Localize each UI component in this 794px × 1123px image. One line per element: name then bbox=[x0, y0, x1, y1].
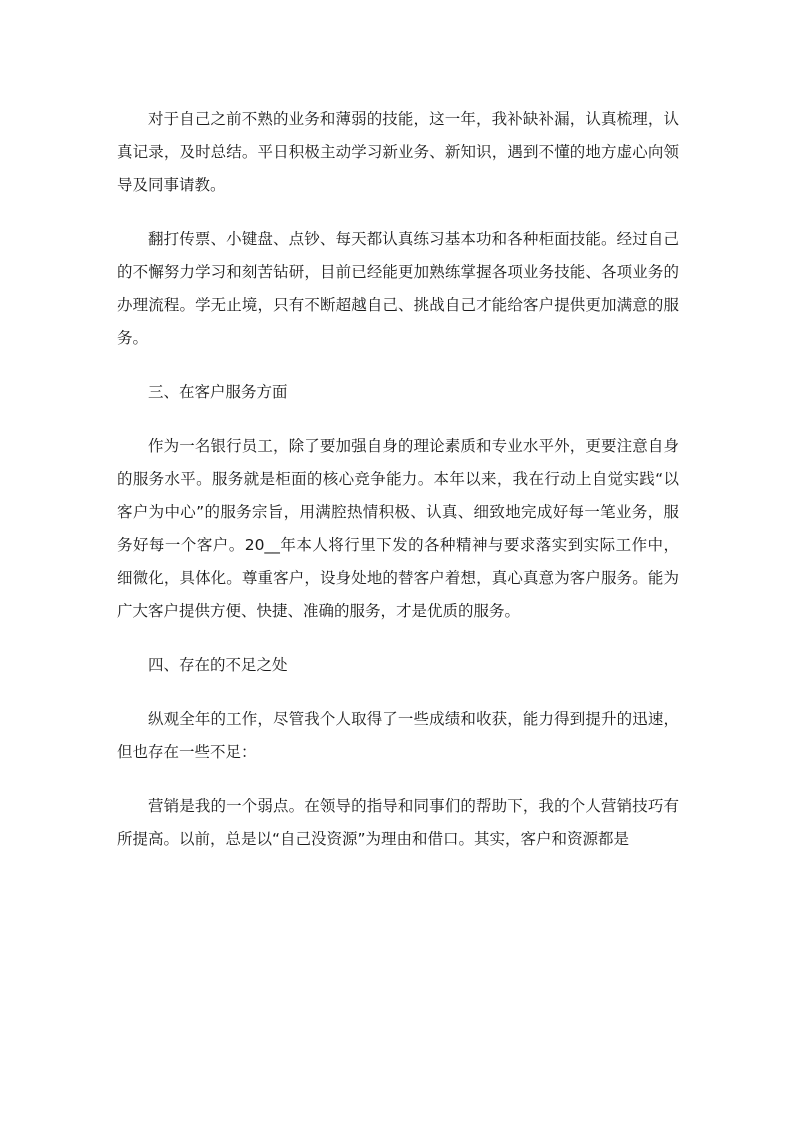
paragraph-basic-practice: 翻打传票、小键盘、点钞、每天都认真练习基本功和各种柜面技能。经过自己的不懈努力学习和刻苦钻研，目前已经能更加熟练掌握各项业务技能、各项业务的办理流程。学无止境，只有不断超越自己、挑战自己才能给客户提供更加满意的服务。 bbox=[117, 230, 679, 347]
document-body bbox=[117, 103, 679, 877]
paragraph-customer-service: 作为一名银行员工，除了要加强自身的理论素质和专业水平外，更要注意自身的服务水平。服务就是柜面的核心竞争能力。本年以来，我在行动上自觉实践“以客户为中心”的服务宗旨，用满腔热情积极、认真、细致地完成好每一笔业务，服务好每一个客户。20__年本人将行里下发的各种精神与要求落实到实际工作中，细微化，具体化。尊重客户，设身处地的替客户着想，真心真意为客户服务。能为广大客户提供方便、快捷、准确的服务，才是优质的服务。 bbox=[117, 437, 679, 620]
paragraph-year-review: 纵观全年的工作，尽管我个人取得了一些成绩和收获，能力得到提升的迅速，但也存在一些不足： bbox=[117, 710, 679, 761]
section-heading-customer-service: 三、在客户服务方面 bbox=[148, 383, 288, 401]
section-heading-shortcomings: 四、存在的不足之处 bbox=[148, 656, 288, 674]
paragraph-skill-improvement: 对于自己之前不熟的业务和薄弱的技能，这一年，我补缺补漏，认真梳理，认真记录，及时总结。平日积极主动学习新业务、新知识，遇到不懂的地方虚心向领导及同事请教。 bbox=[117, 110, 679, 194]
paragraph-marketing-weakness: 营销是我的一个弱点。在领导的指导和同事们的帮助下，我的个人营销技巧有所提高。以前，总是以“自己没资源”为理由和借口。其实，客户和资源都是 bbox=[117, 797, 679, 848]
